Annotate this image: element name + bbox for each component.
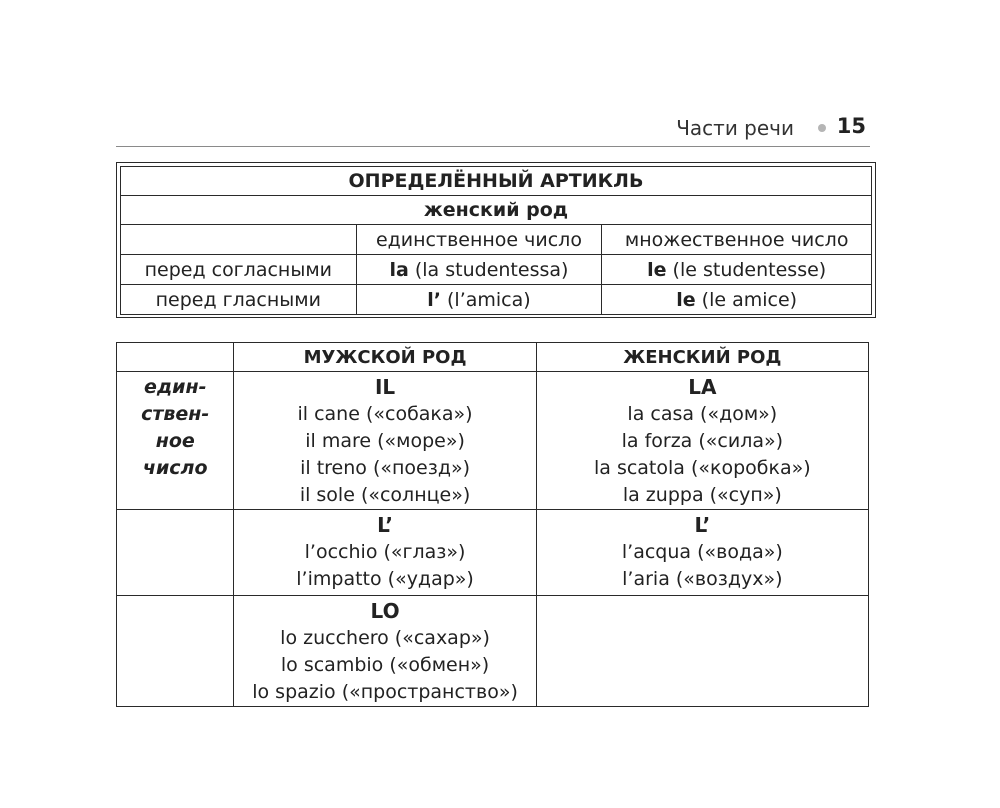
article-la: LA bbox=[688, 375, 717, 400]
article-il: IL bbox=[374, 375, 396, 400]
example: l’impatto («удар») bbox=[296, 568, 474, 591]
example: la zuppa («суп») bbox=[622, 484, 782, 507]
example: il sole («солнце») bbox=[299, 484, 471, 507]
example: la scatola («коробка») bbox=[593, 457, 811, 480]
example: l’aria («воздух») bbox=[622, 568, 783, 591]
article-l-apostrophe: L’ bbox=[694, 513, 711, 538]
example: lo scambio («обмен») bbox=[280, 653, 490, 676]
masculine-cell bbox=[234, 372, 536, 510]
definite-article-table bbox=[116, 162, 876, 318]
singular-cell bbox=[356, 285, 602, 315]
table-row bbox=[121, 285, 872, 315]
row-label-line: ствен- bbox=[141, 403, 210, 426]
table-subtitle: женский род bbox=[121, 196, 872, 225]
table-row bbox=[117, 372, 869, 510]
example: la forza («сила») bbox=[621, 430, 784, 453]
masculine-cell bbox=[234, 595, 536, 706]
example: (le studentesse) bbox=[666, 258, 827, 281]
header-feminine: ЖЕНСКИЙ РОД bbox=[536, 343, 868, 372]
article: la bbox=[389, 258, 409, 281]
example: il cane («собака») bbox=[297, 403, 473, 426]
example: (l’amica) bbox=[440, 288, 531, 311]
article: l’ bbox=[427, 288, 441, 311]
feminine-cell-empty bbox=[536, 595, 868, 706]
running-head bbox=[116, 112, 870, 147]
table-title: ОПРЕДЕЛЁННЫЙ АРТИКЛЬ bbox=[121, 167, 872, 196]
feminine-cell bbox=[536, 372, 868, 510]
row-label-line: число bbox=[142, 457, 208, 480]
example: l’occhio («глаз») bbox=[304, 541, 466, 564]
table-row bbox=[117, 595, 869, 706]
article: le bbox=[647, 258, 667, 281]
example: il treno («поезд») bbox=[300, 457, 470, 480]
header-empty-cell bbox=[117, 343, 234, 372]
row-label-line: един- bbox=[143, 376, 207, 399]
row-label-singular bbox=[117, 372, 234, 510]
plural-cell bbox=[602, 255, 872, 285]
article-l-apostrophe: L’ bbox=[377, 513, 393, 538]
example: lo zucchero («сахар») bbox=[280, 626, 490, 649]
row-label-line: ное bbox=[155, 430, 195, 453]
article: le bbox=[676, 288, 696, 311]
example: (la studentessa) bbox=[408, 258, 569, 281]
example: il mare («море») bbox=[305, 430, 465, 453]
table-row bbox=[121, 255, 872, 285]
example: l’acqua («вода») bbox=[621, 541, 783, 564]
row-label-empty bbox=[117, 595, 234, 706]
feminine-cell bbox=[536, 510, 868, 595]
header-empty-cell bbox=[121, 225, 357, 255]
row-label: перед согласными bbox=[121, 255, 357, 285]
bullet-dot-icon bbox=[818, 124, 826, 132]
singular-cell bbox=[356, 255, 602, 285]
row-label: перед гласными bbox=[121, 285, 357, 315]
example: la casa («дом») bbox=[627, 403, 778, 426]
table-row bbox=[117, 510, 869, 595]
definite-article-table-grid bbox=[120, 166, 872, 315]
example: lo spazio («пространство») bbox=[252, 680, 518, 703]
section-title: Части речи bbox=[676, 116, 794, 140]
header-masculine: МУЖСКОЙ РОД bbox=[234, 343, 536, 372]
header-plural: множественное число bbox=[602, 225, 872, 255]
masculine-cell bbox=[234, 510, 536, 595]
plural-cell bbox=[602, 285, 872, 315]
header-singular: единственное число bbox=[356, 225, 602, 255]
article-lo: LO bbox=[370, 598, 400, 623]
example: (le amice) bbox=[695, 288, 798, 311]
row-label-empty bbox=[117, 510, 234, 595]
gender-article-table bbox=[116, 342, 869, 707]
page-number: 15 bbox=[836, 114, 866, 138]
